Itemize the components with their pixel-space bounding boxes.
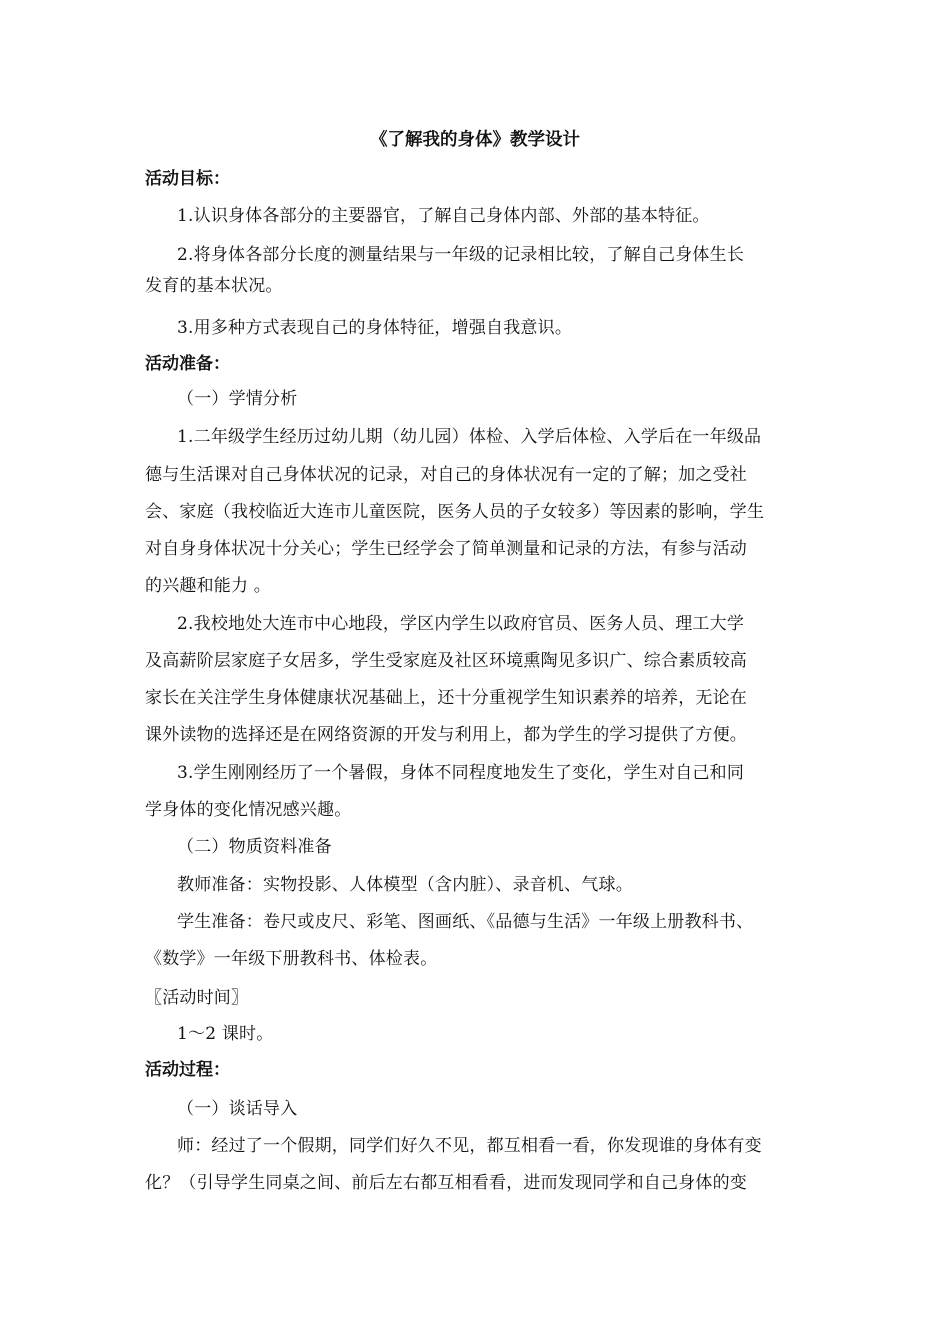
document-title: 《了解我的身体》教学设计 xyxy=(370,130,580,150)
analysis-line: 学身体的变化情况感兴趣。 xyxy=(145,800,352,820)
materials-line: 《数学》一年级下册教科书、体检表。 xyxy=(145,949,438,969)
time-value: 1～2 课时。 xyxy=(177,1024,274,1044)
goals-heading: 活动目标： xyxy=(145,169,230,189)
process-line: 师：经过了一个假期，同学们好久不见，都互相看一看，你发现谁的身体有变 xyxy=(177,1136,762,1156)
process-line: 化？（引导学生同桌之间、前后左右都互相看看，进而发现同学和自己身体的变 xyxy=(145,1173,747,1193)
analysis-line: 3.学生刚刚经历了一个暑假，身体不同程度地发生了变化，学生对自己和同 xyxy=(177,763,745,783)
goal-line: 2.将身体各部分长度的测量结果与一年级的记录相比较，了解自己身体生长 xyxy=(177,245,745,265)
analysis-line: 会、家庭（我校临近大连市儿童医院，医务人员的子女较多）等因素的影响，学生 xyxy=(145,502,765,522)
goal-line: 发育的基本状况。 xyxy=(145,276,283,296)
analysis-line: 及高薪阶层家庭子女居多，学生受家庭及社区环境熏陶见多识广、综合素质较高 xyxy=(145,651,747,671)
goal-line: 3.用多种方式表现自己的身体特征，增强自我意识。 xyxy=(177,318,573,338)
prep-heading: 活动准备： xyxy=(145,354,230,374)
analysis-line: 对自身身体状况十分关心；学生已经学会了简单测量和记录的方法，有参与活动 xyxy=(145,539,747,559)
analysis-line: 德与生活课对自己身体状况的记录，对自己的身体状况有一定的了解；加之受社 xyxy=(145,465,747,485)
analysis-line: 1.二年级学生经历过幼儿期（幼儿园）体检、入学后体检、入学后在一年级品 xyxy=(177,427,762,447)
materials-line: 教师准备：实物投影、人体模型（含内脏）、录音机、气球。 xyxy=(177,875,633,895)
goal-line: 1.认识身体各部分的主要器官，了解自己身体内部、外部的基本特征。 xyxy=(177,206,710,226)
analysis-line: 的兴趣和能力 。 xyxy=(145,576,272,596)
sub-heading-analysis: （一）学情分析 xyxy=(177,389,298,409)
analysis-line: 2.我校地处大连市中心地段，学区内学生以政府官员、医务人员、理工大学 xyxy=(177,614,745,634)
sub-heading-materials: （二）物质资料准备 xyxy=(177,837,332,857)
analysis-line: 家长在关注学生身体健康状况基础上，还十分重视学生知识素养的培养，无论在 xyxy=(145,688,747,708)
time-heading: 〖活动时间〗 xyxy=(145,988,249,1008)
analysis-line: 课外读物的选择还是在网络资源的开发与利用上，都为学生的学习提供了方便。 xyxy=(145,725,747,745)
materials-line: 学生准备：卷尺或皮尺、彩笔、图画纸、《品德与生活》一年级上册教科书、 xyxy=(177,912,754,932)
sub-heading-intro: （一）谈话导入 xyxy=(177,1099,298,1119)
process-heading: 活动过程： xyxy=(145,1060,230,1080)
